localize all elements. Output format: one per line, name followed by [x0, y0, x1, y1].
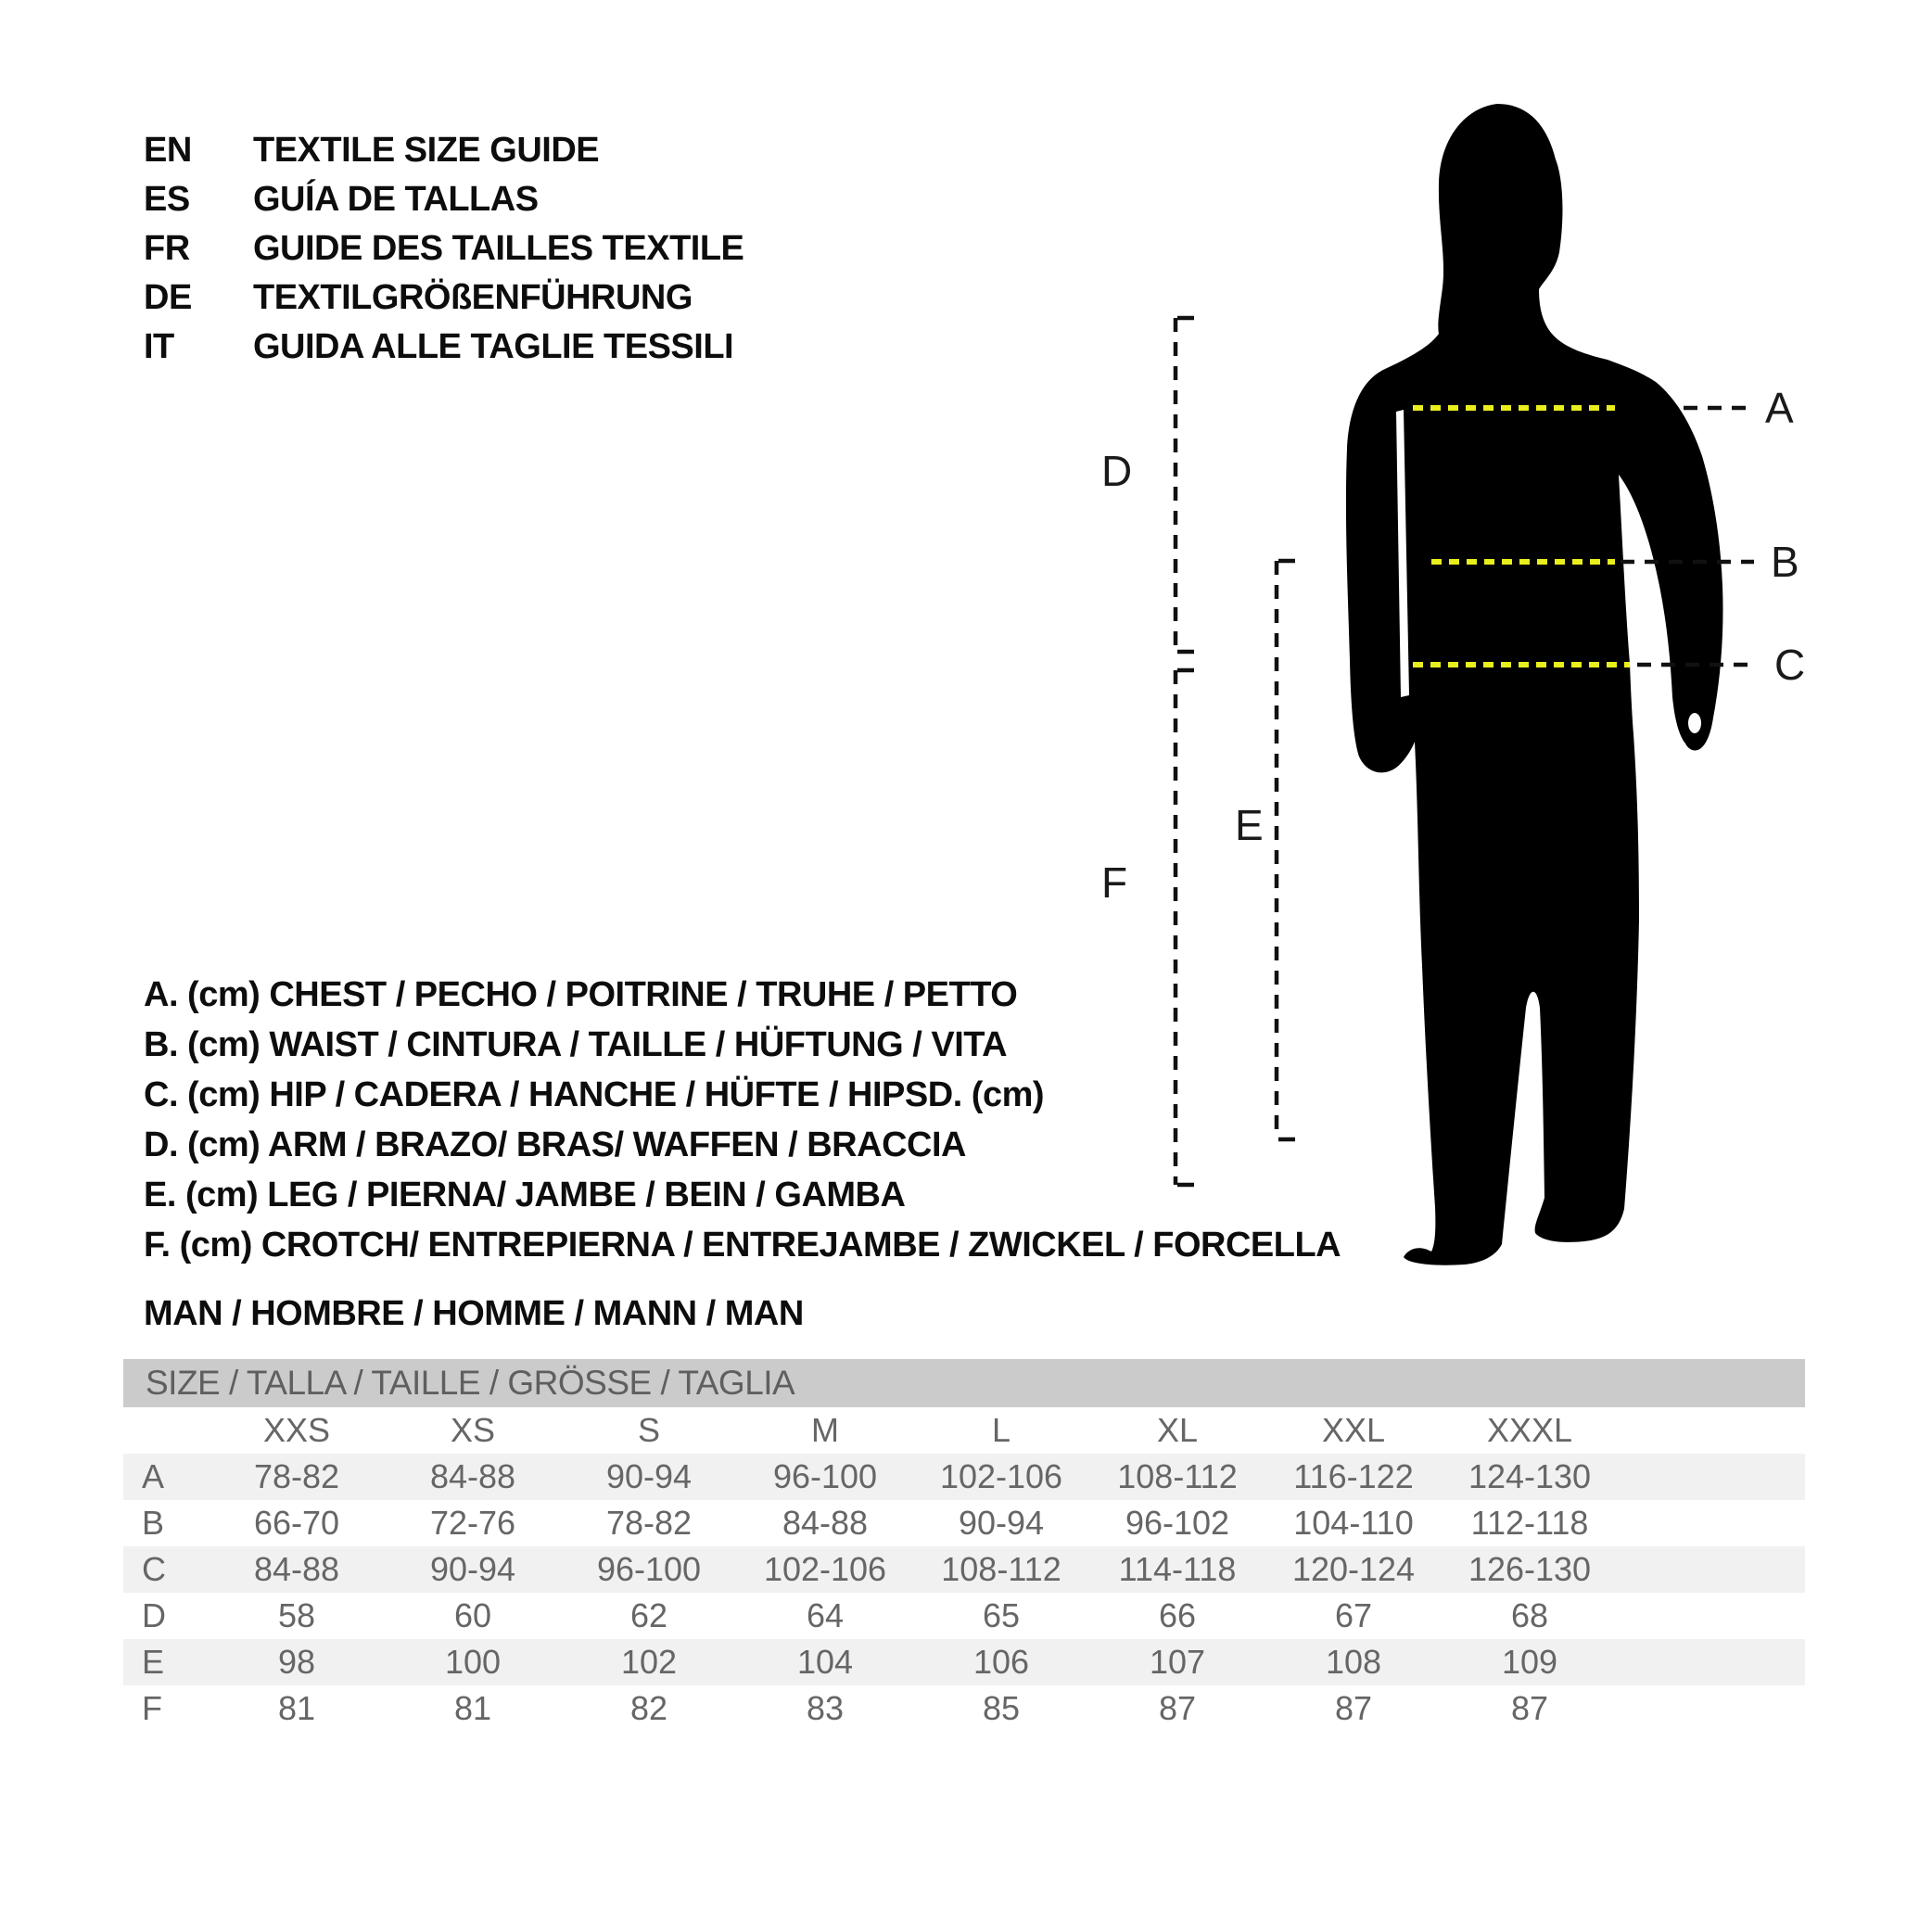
table-cell: 100 [444, 1643, 502, 1681]
table-cell: 83 [806, 1689, 845, 1727]
spacer-cell [1618, 1546, 1805, 1593]
language-title: TEXTILGRÖßENFÜHRUNG [253, 278, 693, 317]
table-cell: 82 [629, 1689, 668, 1727]
table-cell: 116-122 [1293, 1457, 1414, 1495]
table-cell: 104 [796, 1643, 854, 1681]
table-row [123, 1639, 1805, 1685]
table-cell: 66 [1158, 1596, 1197, 1634]
language-title: TEXTILE SIZE GUIDE [253, 131, 600, 170]
table-row [123, 1593, 1805, 1639]
language-code: IT [144, 327, 174, 366]
table-row [123, 1685, 1805, 1732]
table-cell: 60 [453, 1596, 492, 1634]
corner-cell [123, 1407, 209, 1454]
language-title: GUÍA DE TALLAS [253, 180, 539, 219]
table-cell: 64 [806, 1596, 845, 1634]
language-title: GUIDA ALLE TAGLIE TESSILI [253, 327, 734, 366]
spacer-cell [1618, 1500, 1805, 1546]
table-cell: 104-110 [1293, 1504, 1414, 1542]
language-row [144, 273, 744, 323]
table-cell: 102 [620, 1643, 678, 1681]
column-header: XS [450, 1411, 496, 1449]
table-title-row [123, 1359, 1805, 1407]
table-row [123, 1546, 1805, 1593]
table-cell: 78-82 [605, 1504, 693, 1542]
table-cell: 62 [629, 1596, 668, 1634]
table-cell: 90-94 [958, 1504, 1045, 1542]
table-cell: 81 [453, 1689, 492, 1727]
table-cell: 108-112 [1117, 1457, 1238, 1495]
table-cell: 109 [1501, 1643, 1558, 1681]
table-cell: 96-100 [772, 1457, 878, 1495]
language-row [144, 175, 744, 224]
table-cell: 87 [1510, 1689, 1549, 1727]
table-cell: 87 [1158, 1689, 1197, 1727]
measurement-legend [144, 970, 1341, 1270]
legend-item-chest: A. (cm) CHEST / PECHO / POITRINE / TRUHE / PETTO [144, 975, 1018, 1014]
table-cell: 72-76 [429, 1504, 516, 1542]
marker-f: F [1101, 858, 1128, 907]
table-row [123, 1454, 1805, 1500]
table-cell: 65 [982, 1596, 1021, 1634]
language-row [144, 323, 744, 372]
table-cell: 85 [982, 1689, 1021, 1727]
table-cell: 68 [1510, 1596, 1549, 1634]
spacer-cell [1618, 1407, 1805, 1454]
table-cell: 96-100 [596, 1550, 702, 1588]
legend-item-waist: B. (cm) WAIST / CINTURA / TAILLE / HÜFTUNG / VITA [144, 1025, 1008, 1064]
column-header: L [991, 1411, 1011, 1449]
legend-item-hip: C. (cm) HIP / CADERA / HANCHE / HÜFTE / HIPSD. (cm) [144, 1075, 1045, 1114]
table-cell: 58 [277, 1596, 316, 1634]
table-cell: 114-118 [1118, 1550, 1237, 1588]
language-title: GUIDE DES TAILLES TEXTILE [253, 229, 744, 268]
row-label: F [142, 1689, 162, 1727]
hand-curl-notch [1688, 713, 1701, 733]
table-cell: 102-106 [763, 1550, 887, 1588]
spacer-cell [1618, 1454, 1805, 1500]
table-cell: 81 [277, 1689, 316, 1727]
legend-item-arm: D. (cm) ARM / BRAZO/ BRAS/ WAFFEN / BRACCIA [144, 1125, 966, 1164]
table-cell: 108 [1325, 1643, 1382, 1681]
legend-item-crotch: F. (cm) CROTCH/ ENTREPIERNA / ENTREJAMBE / ZWICKEL / FORCELLA [144, 1226, 1341, 1265]
language-row [144, 224, 744, 273]
table-title: SIZE / TALLA / TAILLE / GRÖSSE / TAGLIA [123, 1359, 1805, 1407]
row-label: A [142, 1457, 165, 1495]
column-header: XXXL [1486, 1411, 1573, 1449]
table-cell: 84-88 [253, 1550, 340, 1588]
marker-e: E [1235, 801, 1264, 849]
table-cell: 67 [1334, 1596, 1373, 1634]
language-code: ES [144, 180, 190, 219]
table-cell: 126-130 [1468, 1550, 1592, 1588]
language-code: EN [144, 131, 192, 170]
table-header-row [123, 1407, 1805, 1454]
table-cell: 66-70 [253, 1504, 340, 1542]
table-cell: 120-124 [1291, 1550, 1416, 1588]
table-cell: 107 [1149, 1643, 1206, 1681]
table-cell: 90-94 [429, 1550, 516, 1588]
spacer-cell [1618, 1639, 1805, 1685]
spacer-cell [1618, 1685, 1805, 1732]
language-row [144, 126, 744, 175]
table-cell: 87 [1334, 1689, 1373, 1727]
gender-category-label: MAN / HOMBRE / HOMME / MANN / MAN [144, 1294, 804, 1333]
table-cell: 84-88 [429, 1457, 516, 1495]
table-cell: 106 [972, 1643, 1030, 1681]
table-cell: 78-82 [253, 1457, 340, 1495]
marker-d: D [1101, 447, 1133, 495]
marker-c: C [1774, 641, 1806, 689]
table-cell: 90-94 [605, 1457, 693, 1495]
row-label: C [142, 1550, 166, 1588]
column-header: XXL [1321, 1411, 1386, 1449]
row-label: E [142, 1643, 165, 1681]
legend-item-leg: E. (cm) LEG / PIERNA/ JAMBE / BEIN / GAMBA [144, 1176, 906, 1214]
table-cell: 124-130 [1468, 1457, 1592, 1495]
table-row [123, 1500, 1805, 1546]
table-cell: 84-88 [782, 1504, 869, 1542]
language-code: FR [144, 229, 190, 268]
language-title-block [144, 126, 744, 372]
language-code: DE [144, 278, 192, 317]
column-header: XL [1156, 1411, 1199, 1449]
table-cell: 102-106 [939, 1457, 1063, 1495]
table-cell: 112-118 [1470, 1504, 1589, 1542]
table-cell: 98 [277, 1643, 316, 1681]
table-cell: 96-102 [1125, 1504, 1230, 1542]
size-table [123, 1359, 1805, 1732]
marker-a: A [1765, 384, 1794, 432]
row-label: D [142, 1596, 166, 1634]
column-header: XXS [262, 1411, 331, 1449]
table-cell: 108-112 [941, 1550, 1061, 1588]
row-label: B [142, 1504, 165, 1542]
column-header: M [811, 1411, 839, 1449]
spacer-cell [1618, 1593, 1805, 1639]
column-header: S [637, 1411, 660, 1449]
marker-b: B [1771, 538, 1799, 586]
